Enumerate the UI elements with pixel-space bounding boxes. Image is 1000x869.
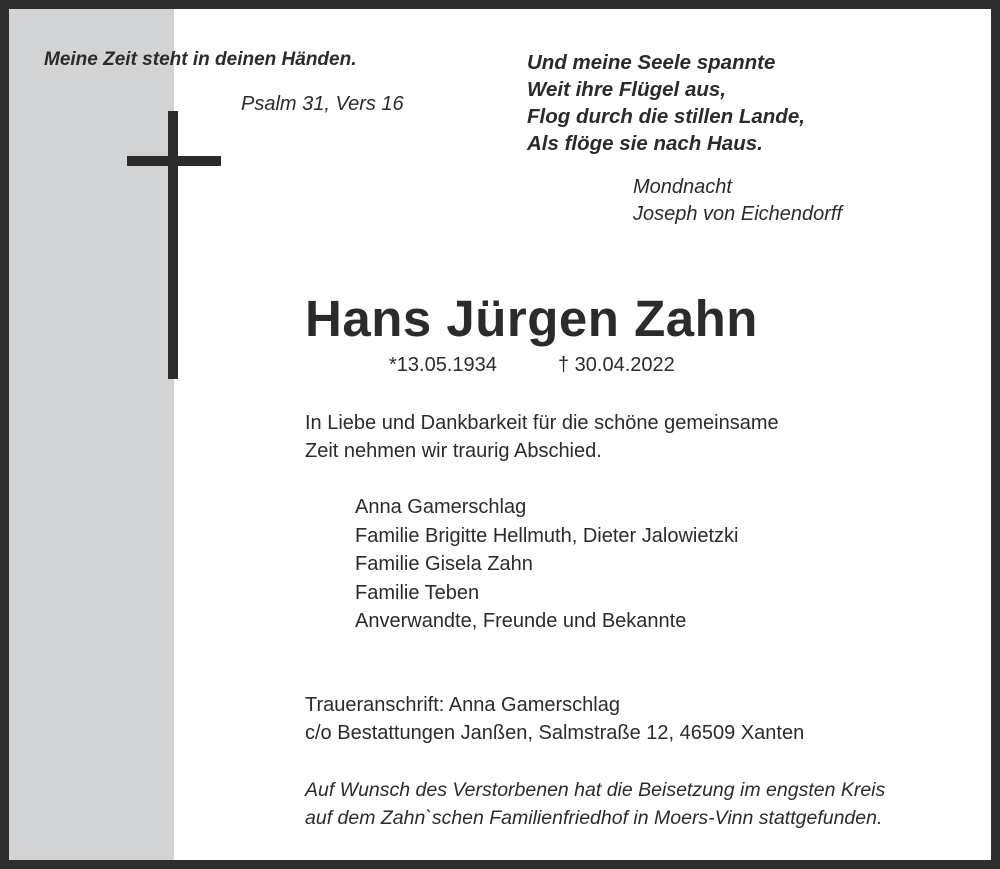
poem-line: Weit ihre Flügel aus, (527, 78, 726, 101)
poem-line: Flog durch die stillen Lande, (527, 105, 805, 128)
mourner-item: Familie Gisela Zahn (355, 553, 533, 575)
poem-line: Als flöge sie nach Haus. (527, 132, 763, 155)
poem-author: Joseph von Eichendorff (633, 203, 843, 225)
death-date: † 30.04.2022 (558, 354, 675, 376)
poem-source (633, 174, 842, 228)
mourning-address (305, 691, 804, 747)
cross-vertical-bar (168, 111, 178, 379)
address-line: c/o Bestattungen Janßen, Salmstraße 12, 46509 Xanten (305, 722, 805, 744)
bible-verse: Meine Zeit steht in deinen Händen. (44, 49, 357, 70)
mourner-item: Anna Gamerschlag (355, 496, 527, 518)
burial-note-line: auf dem Zahn`schen Familienfriedhof in Moers-Vinn stattgefunden. (305, 807, 883, 829)
farewell-text (305, 409, 779, 465)
deceased-name: Hans Jürgen Zahn (305, 290, 758, 347)
birth-date: *13.05.1934 (389, 354, 497, 376)
side-band (9, 9, 174, 860)
mourner-item: Familie Teben (355, 581, 480, 604)
burial-note (305, 776, 885, 832)
poem-stanza (527, 49, 805, 157)
poem-line: Und meine Seele spannte (527, 51, 776, 74)
mourner-item: Familie Brigitte Hellmuth, Dieter Jalowietzki (355, 524, 739, 547)
mourner-item: Anverwandte, Freunde und Bekannte (355, 610, 687, 632)
poem-title: Mondnacht (633, 176, 732, 198)
cross-horizontal-bar (127, 156, 221, 166)
farewell-line: In Liebe und Dankbarkeit für die schöne gemeinsame (305, 412, 779, 434)
address-line: Traueranschrift: Anna Gamerschlag (305, 694, 620, 716)
burial-note-line: Auf Wunsch des Verstorbenen hat die Beisetzung im engsten Kreis (305, 779, 886, 801)
mourners-list (355, 493, 738, 636)
bible-verse-reference: Psalm 31, Vers 16 (241, 93, 404, 115)
farewell-line: Zeit nehmen wir traurig Abschied. (305, 440, 602, 462)
